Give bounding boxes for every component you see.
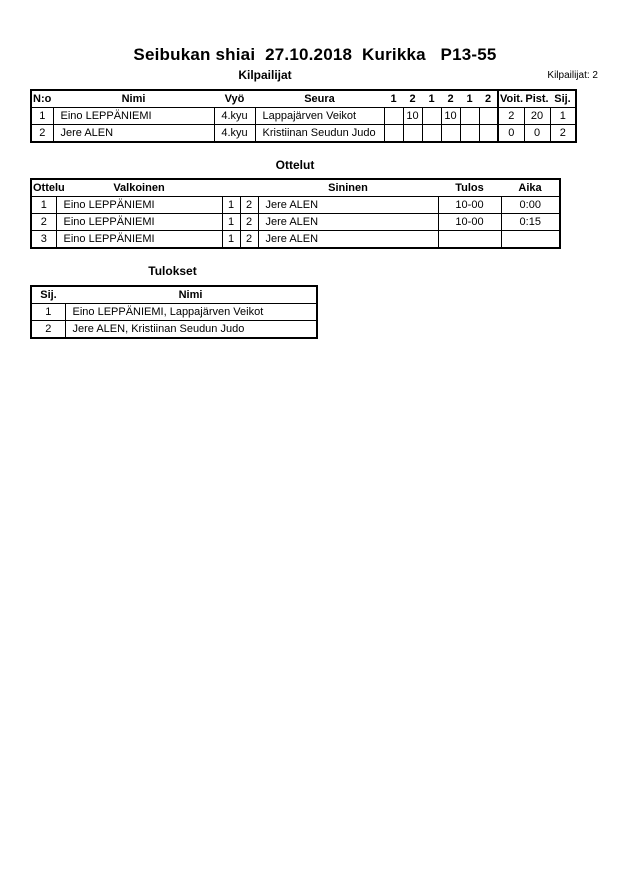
- score-cell: [403, 125, 422, 143]
- sininen-cell: Jere ALEN: [258, 214, 438, 231]
- voit-cell: 0: [498, 125, 524, 143]
- kilpailijat-table: [30, 89, 577, 143]
- header-tulos: Tulos: [438, 179, 501, 197]
- header-vyo: Vyö: [214, 90, 255, 108]
- header-blue-num: [240, 179, 258, 197]
- table-row: [31, 321, 317, 339]
- voit-cell: 2: [498, 108, 524, 125]
- pist-cell: 0: [524, 125, 550, 143]
- score-cell: [384, 108, 403, 125]
- score-cell: [422, 125, 441, 143]
- header-sininen: Sininen: [258, 179, 438, 197]
- result-name-cell: Jere ALEN, Kristiinan Seudun Judo: [65, 321, 317, 339]
- competitor-count-label: Kilpailijat: 2: [547, 70, 598, 81]
- header-sij: Sij.: [550, 90, 576, 108]
- ottelut-table: [30, 178, 561, 249]
- score-cell: [460, 108, 479, 125]
- table-row: [31, 231, 560, 249]
- aika-cell: [501, 231, 560, 249]
- tulos-cell: 10-00: [438, 214, 501, 231]
- score-cell: [384, 125, 403, 143]
- tulos-cell: 10-00: [438, 197, 501, 214]
- nimi-cell: Jere ALEN: [53, 125, 214, 143]
- no-cell: 1: [31, 108, 53, 125]
- no-cell: 2: [31, 125, 53, 143]
- header-round3-white: 1: [460, 90, 479, 108]
- seura-cell: Lappajärven Veikot: [255, 108, 384, 125]
- aika-cell: 0:15: [501, 214, 560, 231]
- match-no-cell: 3: [31, 231, 56, 249]
- header-round2-white: 1: [422, 90, 441, 108]
- aika-cell: 0:00: [501, 197, 560, 214]
- result-name-cell: Eino LEPPÄNIEMI, Lappajärven Veikot: [65, 304, 317, 321]
- table-row: [31, 125, 576, 143]
- header-round2-blue: 2: [441, 90, 460, 108]
- header-round1-blue: 2: [403, 90, 422, 108]
- tulokset-heading: Tulokset: [148, 264, 197, 278]
- placing-cell: 1: [31, 304, 65, 321]
- kilpailijat-heading: Kilpailijat: [238, 68, 292, 82]
- header-nimi: Nimi: [53, 90, 214, 108]
- score-cell: 10: [403, 108, 422, 125]
- header-ottelu: Ottelu: [31, 179, 56, 197]
- score-cell: 10: [441, 108, 460, 125]
- header-round1-white: 1: [384, 90, 403, 108]
- score-cell: [479, 108, 498, 125]
- sij-cell: 1: [550, 108, 576, 125]
- ottelut-heading: Ottelut: [275, 158, 315, 172]
- vyo-cell: 4.kyu: [214, 108, 255, 125]
- sininen-cell: Jere ALEN: [258, 197, 438, 214]
- score-cell: [460, 125, 479, 143]
- white-num-cell: 1: [222, 197, 240, 214]
- header-round3-blue: 2: [479, 90, 498, 108]
- kilpailijat-header-row: [31, 90, 576, 108]
- white-num-cell: 1: [222, 214, 240, 231]
- pist-cell: 20: [524, 108, 550, 125]
- table-row: [31, 197, 560, 214]
- table-row: [31, 108, 576, 125]
- match-no-cell: 1: [31, 197, 56, 214]
- table-row: [31, 214, 560, 231]
- tulokset-header-row: [31, 286, 317, 304]
- page-title: Seibukan shiai 27.10.2018 Kurikka P13-55: [133, 45, 497, 64]
- white-num-cell: 1: [222, 231, 240, 249]
- header-pist: Pist.: [524, 90, 550, 108]
- header-voit: Voit.: [498, 90, 524, 108]
- nimi-cell: Eino LEPPÄNIEMI: [53, 108, 214, 125]
- header-sij: Sij.: [31, 286, 65, 304]
- valkoinen-cell: Eino LEPPÄNIEMI: [56, 197, 222, 214]
- header-nimi: Nimi: [65, 286, 317, 304]
- seura-cell: Kristiinan Seudun Judo: [255, 125, 384, 143]
- sininen-cell: Jere ALEN: [258, 231, 438, 249]
- sij-cell: 2: [550, 125, 576, 143]
- blue-num-cell: 2: [240, 231, 258, 249]
- blue-num-cell: 2: [240, 214, 258, 231]
- match-no-cell: 2: [31, 214, 56, 231]
- header-white-num: [222, 179, 240, 197]
- header-seura: Seura: [255, 90, 384, 108]
- vyo-cell: 4.kyu: [214, 125, 255, 143]
- header-aika: Aika: [501, 179, 560, 197]
- score-cell: [479, 125, 498, 143]
- blue-num-cell: 2: [240, 197, 258, 214]
- tulos-cell: [438, 231, 501, 249]
- score-cell: [422, 108, 441, 125]
- placing-cell: 2: [31, 321, 65, 339]
- table-row: [31, 304, 317, 321]
- valkoinen-cell: Eino LEPPÄNIEMI: [56, 214, 222, 231]
- header-valkoinen: Valkoinen: [56, 179, 222, 197]
- ottelut-header-row: [31, 179, 560, 197]
- tulokset-table: [30, 285, 318, 339]
- valkoinen-cell: Eino LEPPÄNIEMI: [56, 231, 222, 249]
- score-cell: [441, 125, 460, 143]
- header-no: N:o: [31, 90, 53, 108]
